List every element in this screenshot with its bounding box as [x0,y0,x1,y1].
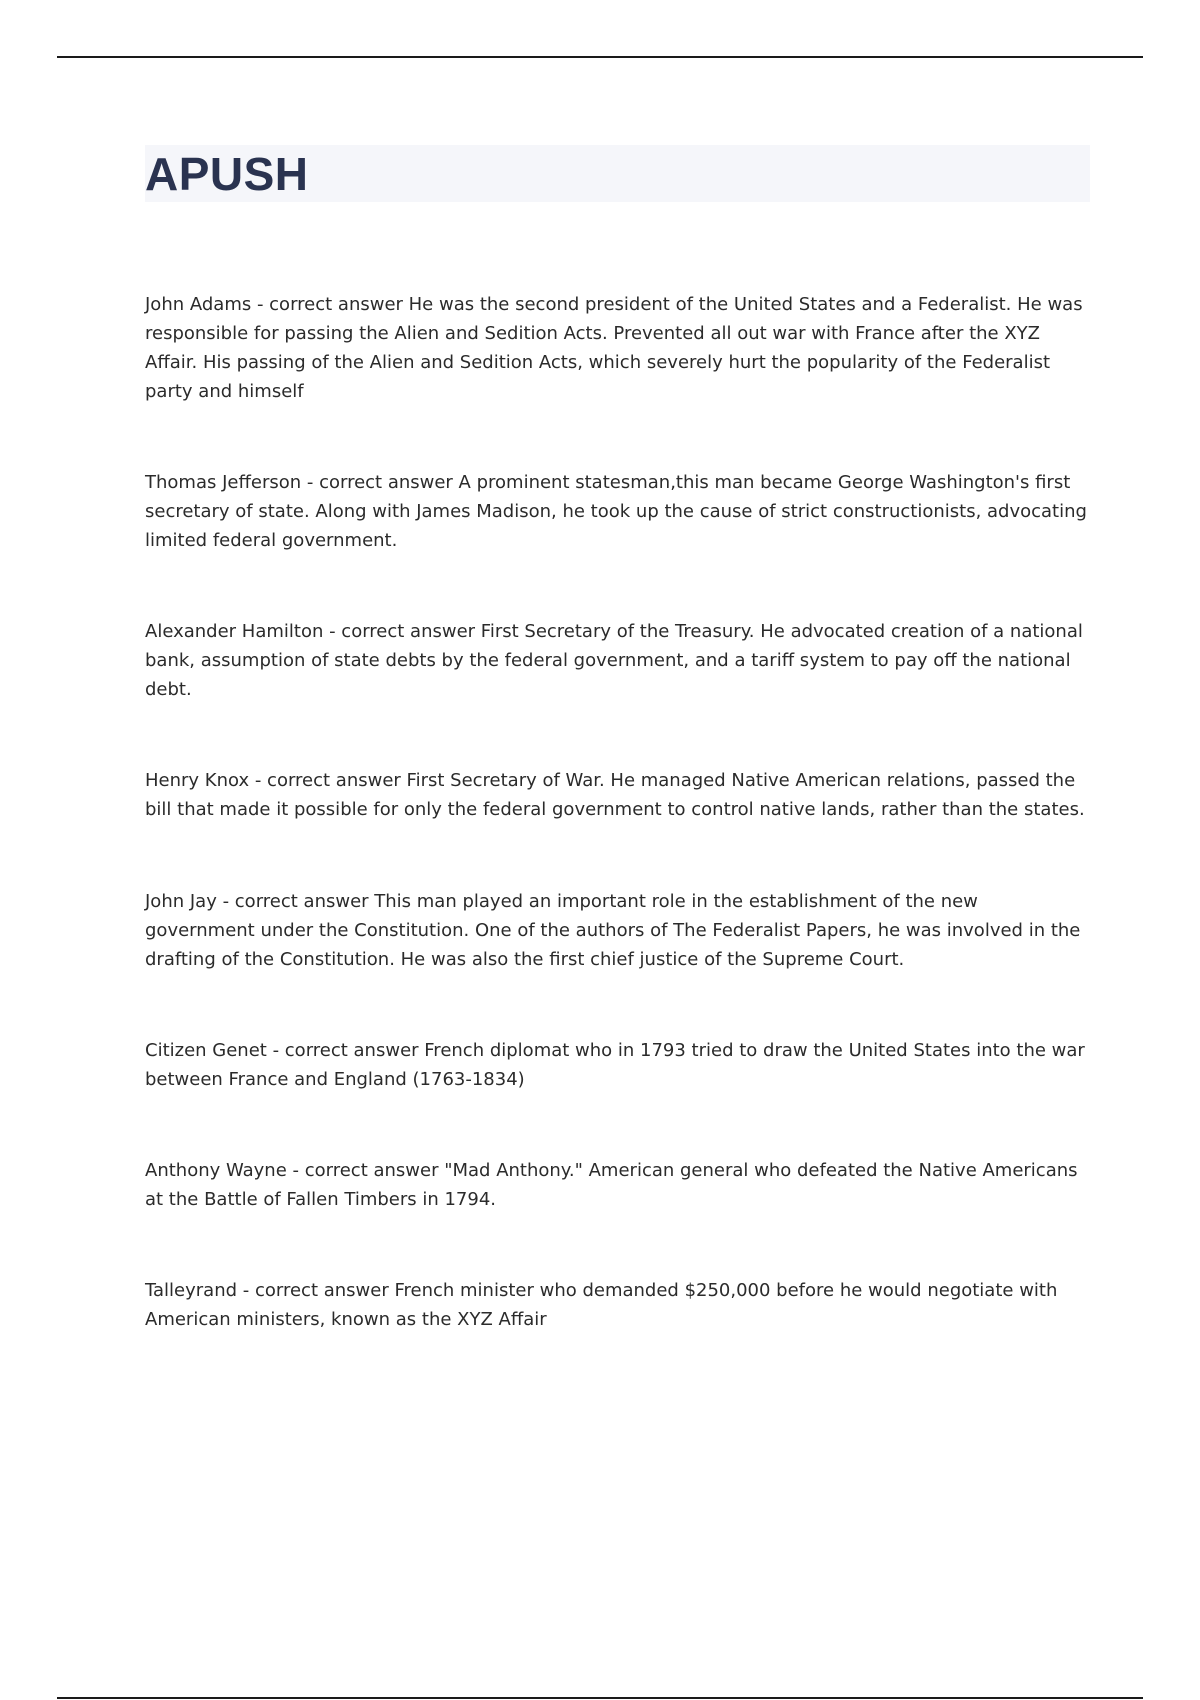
flashcard-entry-alexander-hamilton: Alexander Hamilton - correct answer First Secretary of the Treasury. He advocated creation of a national bank, assumption of state debts by the federal government, and a tariff system to pay off the national debt. [145,621,1083,700]
bottom-rule [57,1697,1143,1699]
document-title: APUSH [145,148,309,200]
flashcard-entry-john-adams: John Adams - correct answer He was the second president of the United States and a Federalist. He was responsible for passing the Alien and Sedition Acts. Prevented all out war with France after the XYZ Affair. His passing of the Alien and Sedition Acts, which severely hurt the popularity of the Federalist party and himself [145,294,1083,402]
top-rule [57,56,1143,58]
flashcard-entry-john-jay: John Jay - correct answer This man played an important role in the establishment of the new government under the Constitution. One of the authors of The Federalist Papers, he was involved in the drafting of the Constitution. He was also the first chief justice of the Supreme Court. [145,891,1081,970]
title-band [145,145,1090,202]
flashcard-entry-talleyrand: Talleyrand - correct answer French minister who demanded $250,000 before he would negotiate with American ministers, known as the XYZ Affair [145,1280,1058,1330]
flashcard-entry-henry-knox: Henry Knox - correct answer First Secretary of War. He managed Native American relations, passed the bill that made it possible for only the federal government to control native lands, rather than the states. [145,770,1085,820]
flashcard-entry-citizen-genet: Citizen Genet - correct answer French diplomat who in 1793 tried to draw the United States into the war between France and England (1763-1834) [145,1040,1085,1090]
flashcard-entry-anthony-wayne: Anthony Wayne - correct answer "Mad Anthony." American general who defeated the Native Americans at the Battle of Fallen Timbers in 1794. [145,1160,1078,1210]
flashcard-entry-thomas-jefferson: Thomas Jefferson - correct answer A prominent statesman,this man became George Washington's first secretary of state. Along with James Madison, he took up the cause of strict constructionists, advocating limited federal government. [145,472,1087,551]
